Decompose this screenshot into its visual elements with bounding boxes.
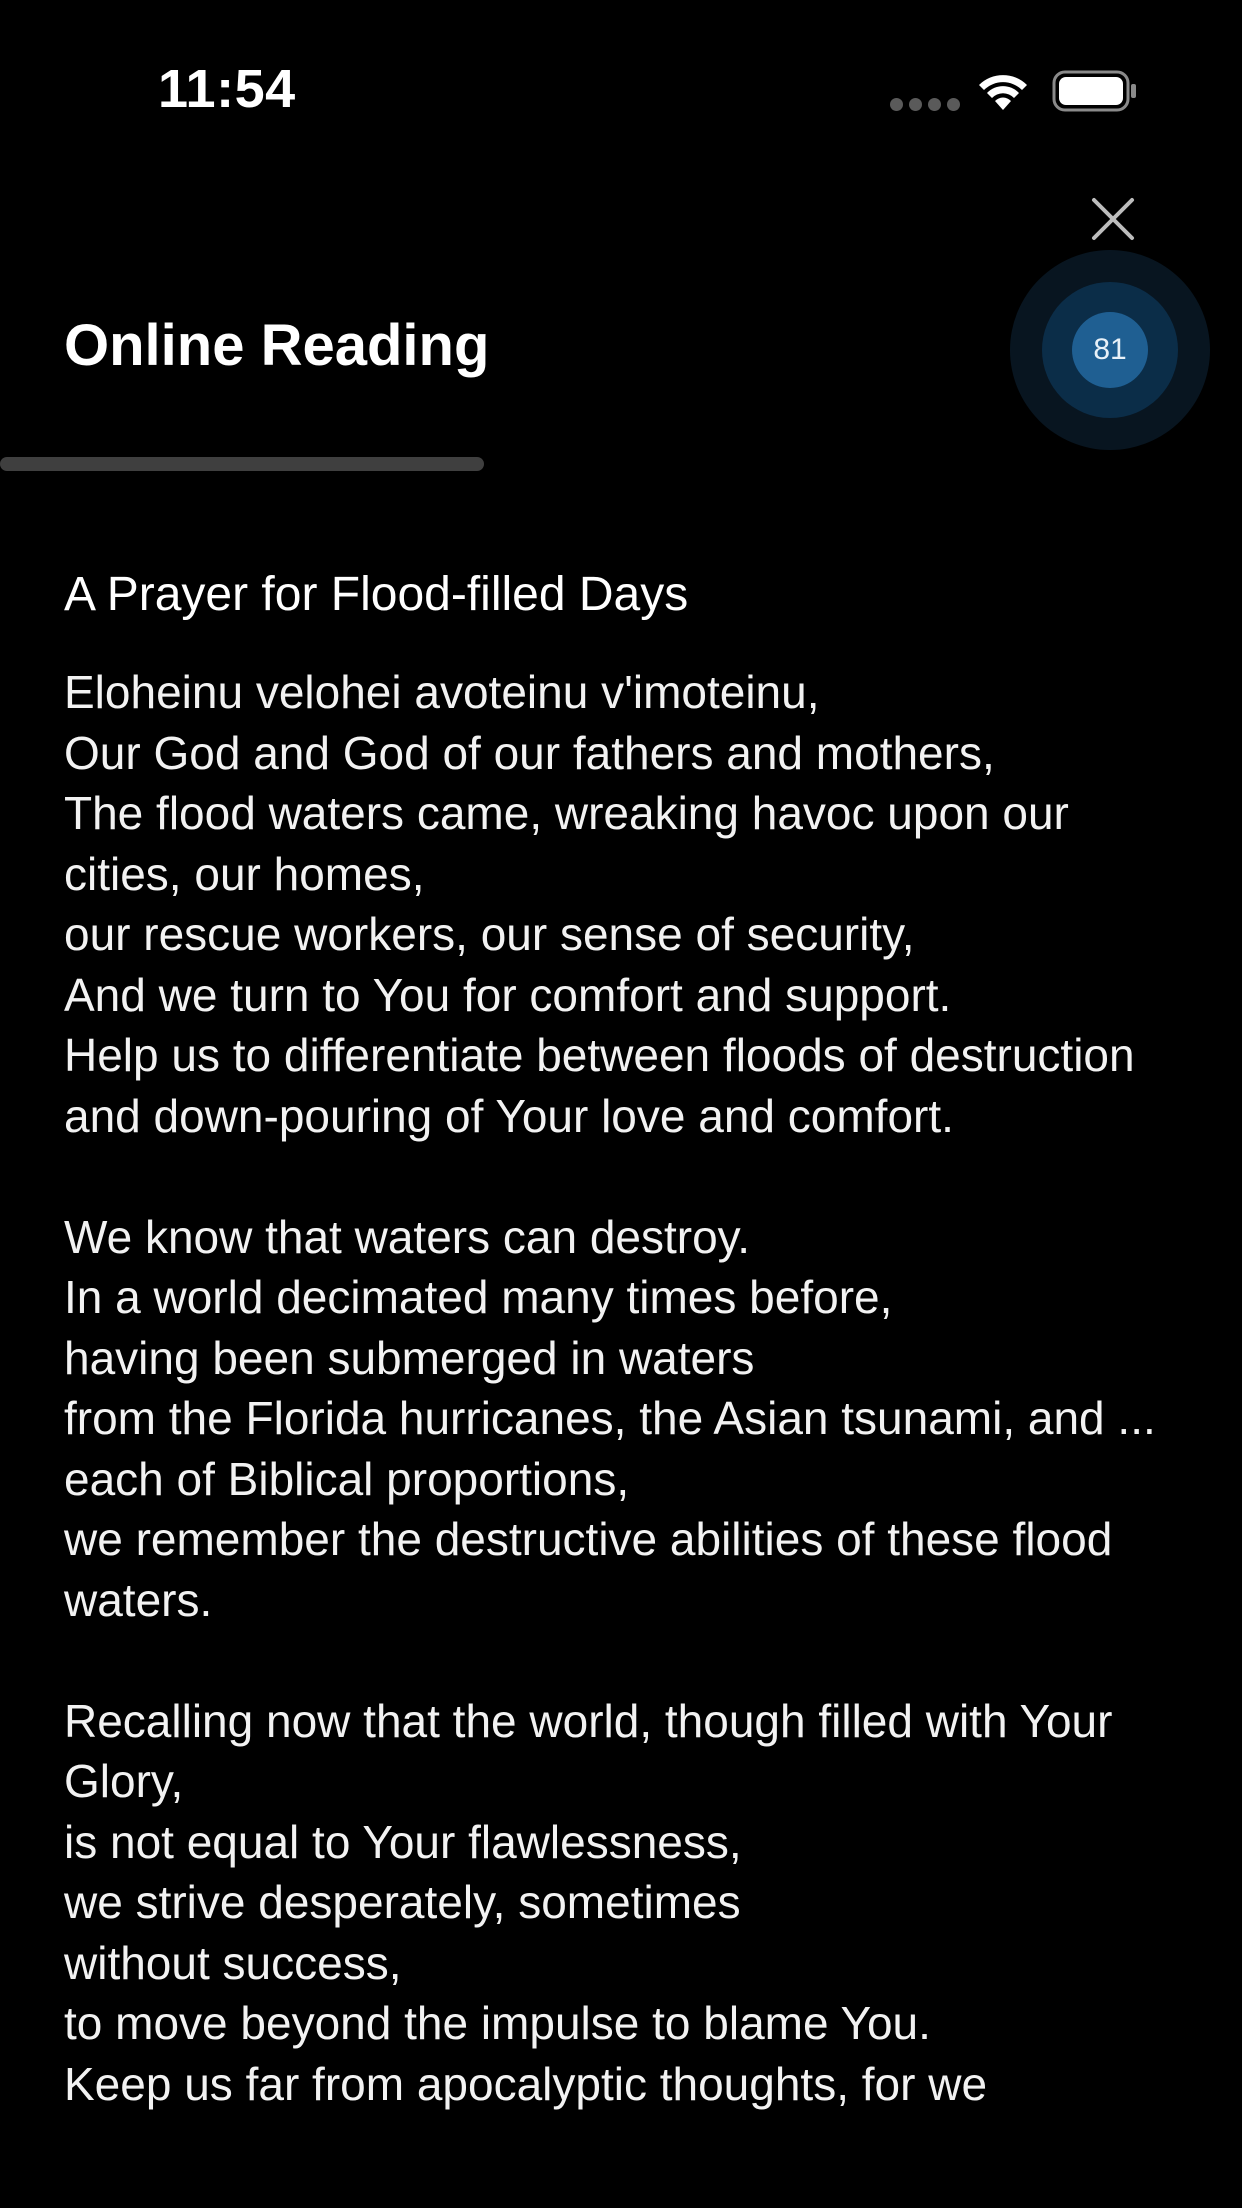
reading-progress-fill [0, 457, 484, 471]
reading-progress-bar [0, 457, 1242, 471]
timer-badge[interactable]: 81 [1072, 312, 1148, 388]
page-title: Online Reading [64, 313, 490, 378]
status-bar [0, 0, 1242, 190]
article [64, 560, 1194, 2114]
article-title: A Prayer for Flood-filled Days [64, 568, 689, 621]
battery-icon [1052, 70, 1138, 112]
cellular-signal-icon [890, 98, 960, 111]
close-button[interactable] [1090, 196, 1136, 242]
article-body: Eloheinu velohei avoteinu v'imoteinu, Our God and God of our fathers and mothers, The flood waters came, wreaking havoc upon our cities, our homes, our rescue workers, our sense of security, And we turn to You for comfort and support. Help us to differentiate between floods of destruction and down-pouring of Your love and comfort. We know that waters can destroy. In a world decimated many times before, having been submerged in waters from the Florida hurricanes, the Asian tsunami, and ... each of Biblical proportions, we remember the destructive abilities of these flood waters. Recalling now that the world, though filled with Your Glory, is not equal to Your flawlessness, we strive desperately, sometimes without success, to move beyond the impulse to blame You. Keep us far from apocalyptic thoughts, for we [64, 666, 1156, 2110]
status-time: 11:54 [158, 59, 296, 119]
wifi-icon [976, 66, 1030, 112]
